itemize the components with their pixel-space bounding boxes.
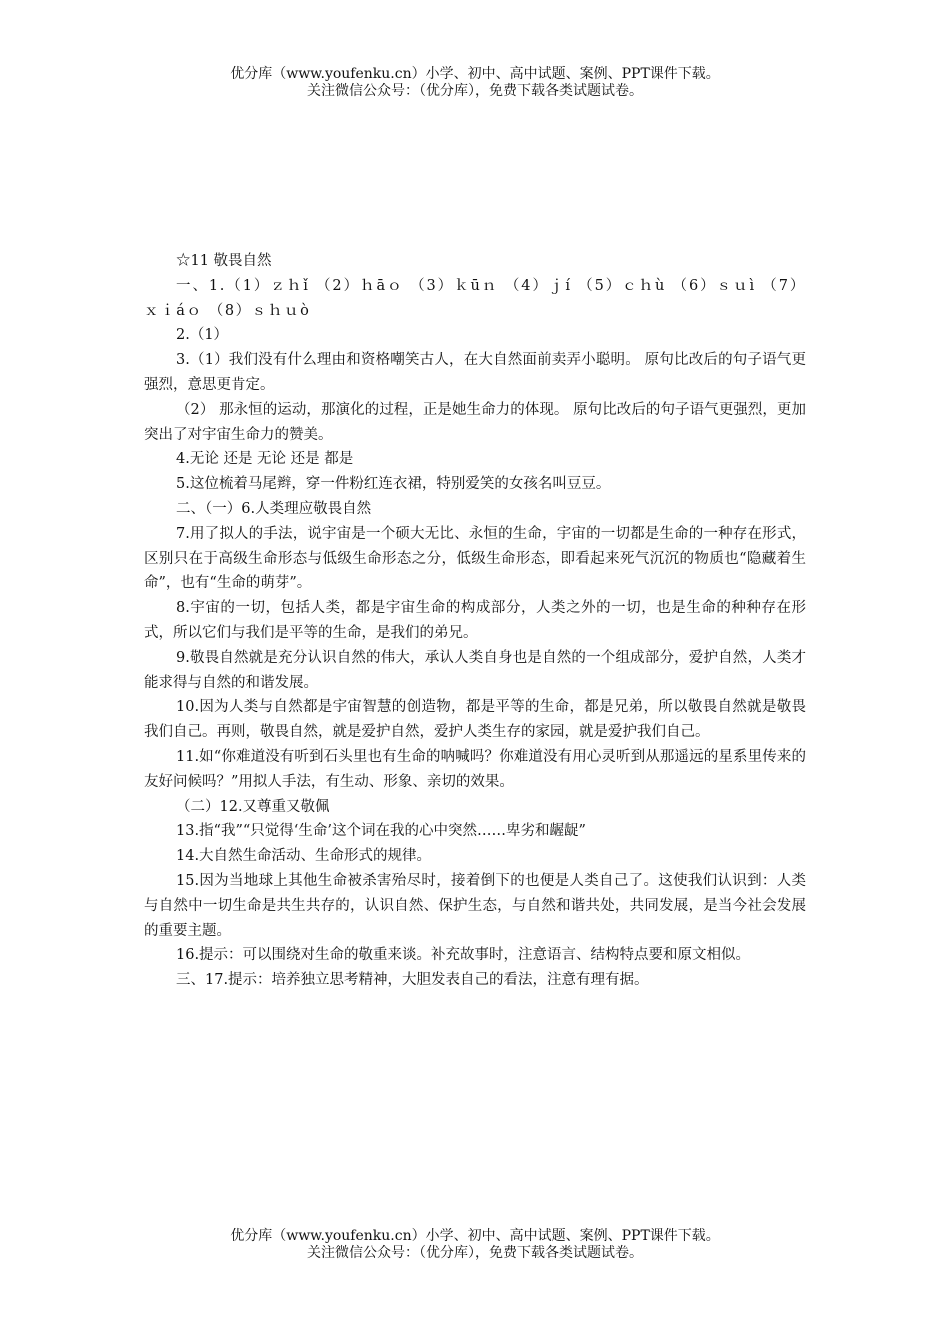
answer-paragraph: 3.（1）我们没有什么理由和资格嘲笑古人，在大自然面前卖弄小聪明。 原句比改后的句子语气更强烈，意思更肯定。 [144,352,806,393]
page-footer [0,1228,950,1262]
page-header [0,66,950,100]
answer-paragraph: 15.因为当地球上其他生命被杀害殆尽时，接着倒下的也便是人类自己了。这使我们认识到：人类与自然中一切生命是共生共存的，认识自然、保护生态，与自然和谐共处，共同发展，是当今社会发展的重要主题。 [144,872,806,939]
answer-paragraph: 11.如“你难道没有听到石头里也有生命的呐喊吗？你难道没有用心灵听到从那遥远的星系里传来的友好问候吗？”用拟人手法，有生动、形象、亲切的效果。 [144,748,806,790]
answer-paragraph: 9.敬畏自然就是充分认识自然的伟大，承认人类自身也是自然的一个组成部分，爱护自然，人类才能求得与自然的和谐发展。 [144,649,806,691]
answer-paragraph: 10.因为人类与自然都是宇宙智慧的创造物，都是平等的生命，都是兄弟，所以敬畏自然就是敬畏我们自己。再则，敬畏自然，就是爱护自然，爱护人类生存的家园，就是爱护我们自己。 [144,699,806,741]
answer-paragraph: 4.无论 还是 无论 还是 都是 [176,451,354,468]
section-title: ☆11 敬畏自然 [176,253,272,269]
answer-paragraph: 14.大自然生命活动、生命形式的规律。 [176,848,432,865]
answer-paragraph: 一、1.（1）ｚｈǐ （2）ｈāｏ （3）ｋūｎ （4）ｊí （5）ｃｈù （6）ｓｕì （7）ｘｉáｏ （8）ｓｈｕò [144,277,806,319]
answer-paragraph: 三、17.提示：培养独立思考精神，大胆发表自己的看法，注意有理有据。 [176,972,649,989]
footer-line-1: 优分库（www.youfenku.cn）小学、初中、高中试题、案例、PPT课件下载。 [230,1228,720,1244]
answer-paragraph: 7.用了拟人的手法，说宇宙是一个硕大无比、永恒的生命，宇宙的一切都是生命的一种存在形式，区别只在于高级生命形态与低级生命形态之分，低级生命形态，即看起来死气沉沉的物质也“隐藏着生命”，也有“生命的萌芽”。 [144,525,806,592]
answer-paragraph: 2.（1） [176,327,229,344]
answer-paragraph: 8.宇宙的一切，包括人类，都是宇宙生命的构成部分，人类之外的一切，也是生命的种种存在形式，所以它们与我们是平等的生命，是我们的弟兄。 [144,600,806,641]
footer-line-2: 关注微信公众号：（优分库），免费下载各类试题试卷。 [307,1245,643,1261]
answer-paragraph: 5.这位梳着马尾辫，穿一件粉红连衣裙，特别爱笑的女孩名叫豆豆。 [176,476,611,493]
header-line-2: 关注微信公众号：（优分库），免费下载各类试题试卷。 [307,83,643,99]
answer-paragraph: （二）12.又尊重又敬佩 [176,798,330,815]
document-body [144,249,806,993]
header-line-1: 优分库（www.youfenku.cn）小学、初中、高中试题、案例、PPT课件下载。 [230,66,720,82]
answer-paragraph: 二、（一）6.人类理应敬畏自然 [176,500,372,517]
answer-paragraph: 13.指“我”“只觉得‘生命’这个词在我的心中突然……卑劣和龌龊” [176,823,586,840]
answer-paragraph: 16.提示：可以围绕对生命的敬重来谈。补充故事时，注意语言、结构特点要和原文相似。 [176,947,751,964]
answer-paragraph: （2） 那永恒的运动，那演化的过程，正是她生命力的体现。 原句比改后的句子语气更强烈，更加突出了对宇宙生命力的赞美。 [144,401,806,443]
